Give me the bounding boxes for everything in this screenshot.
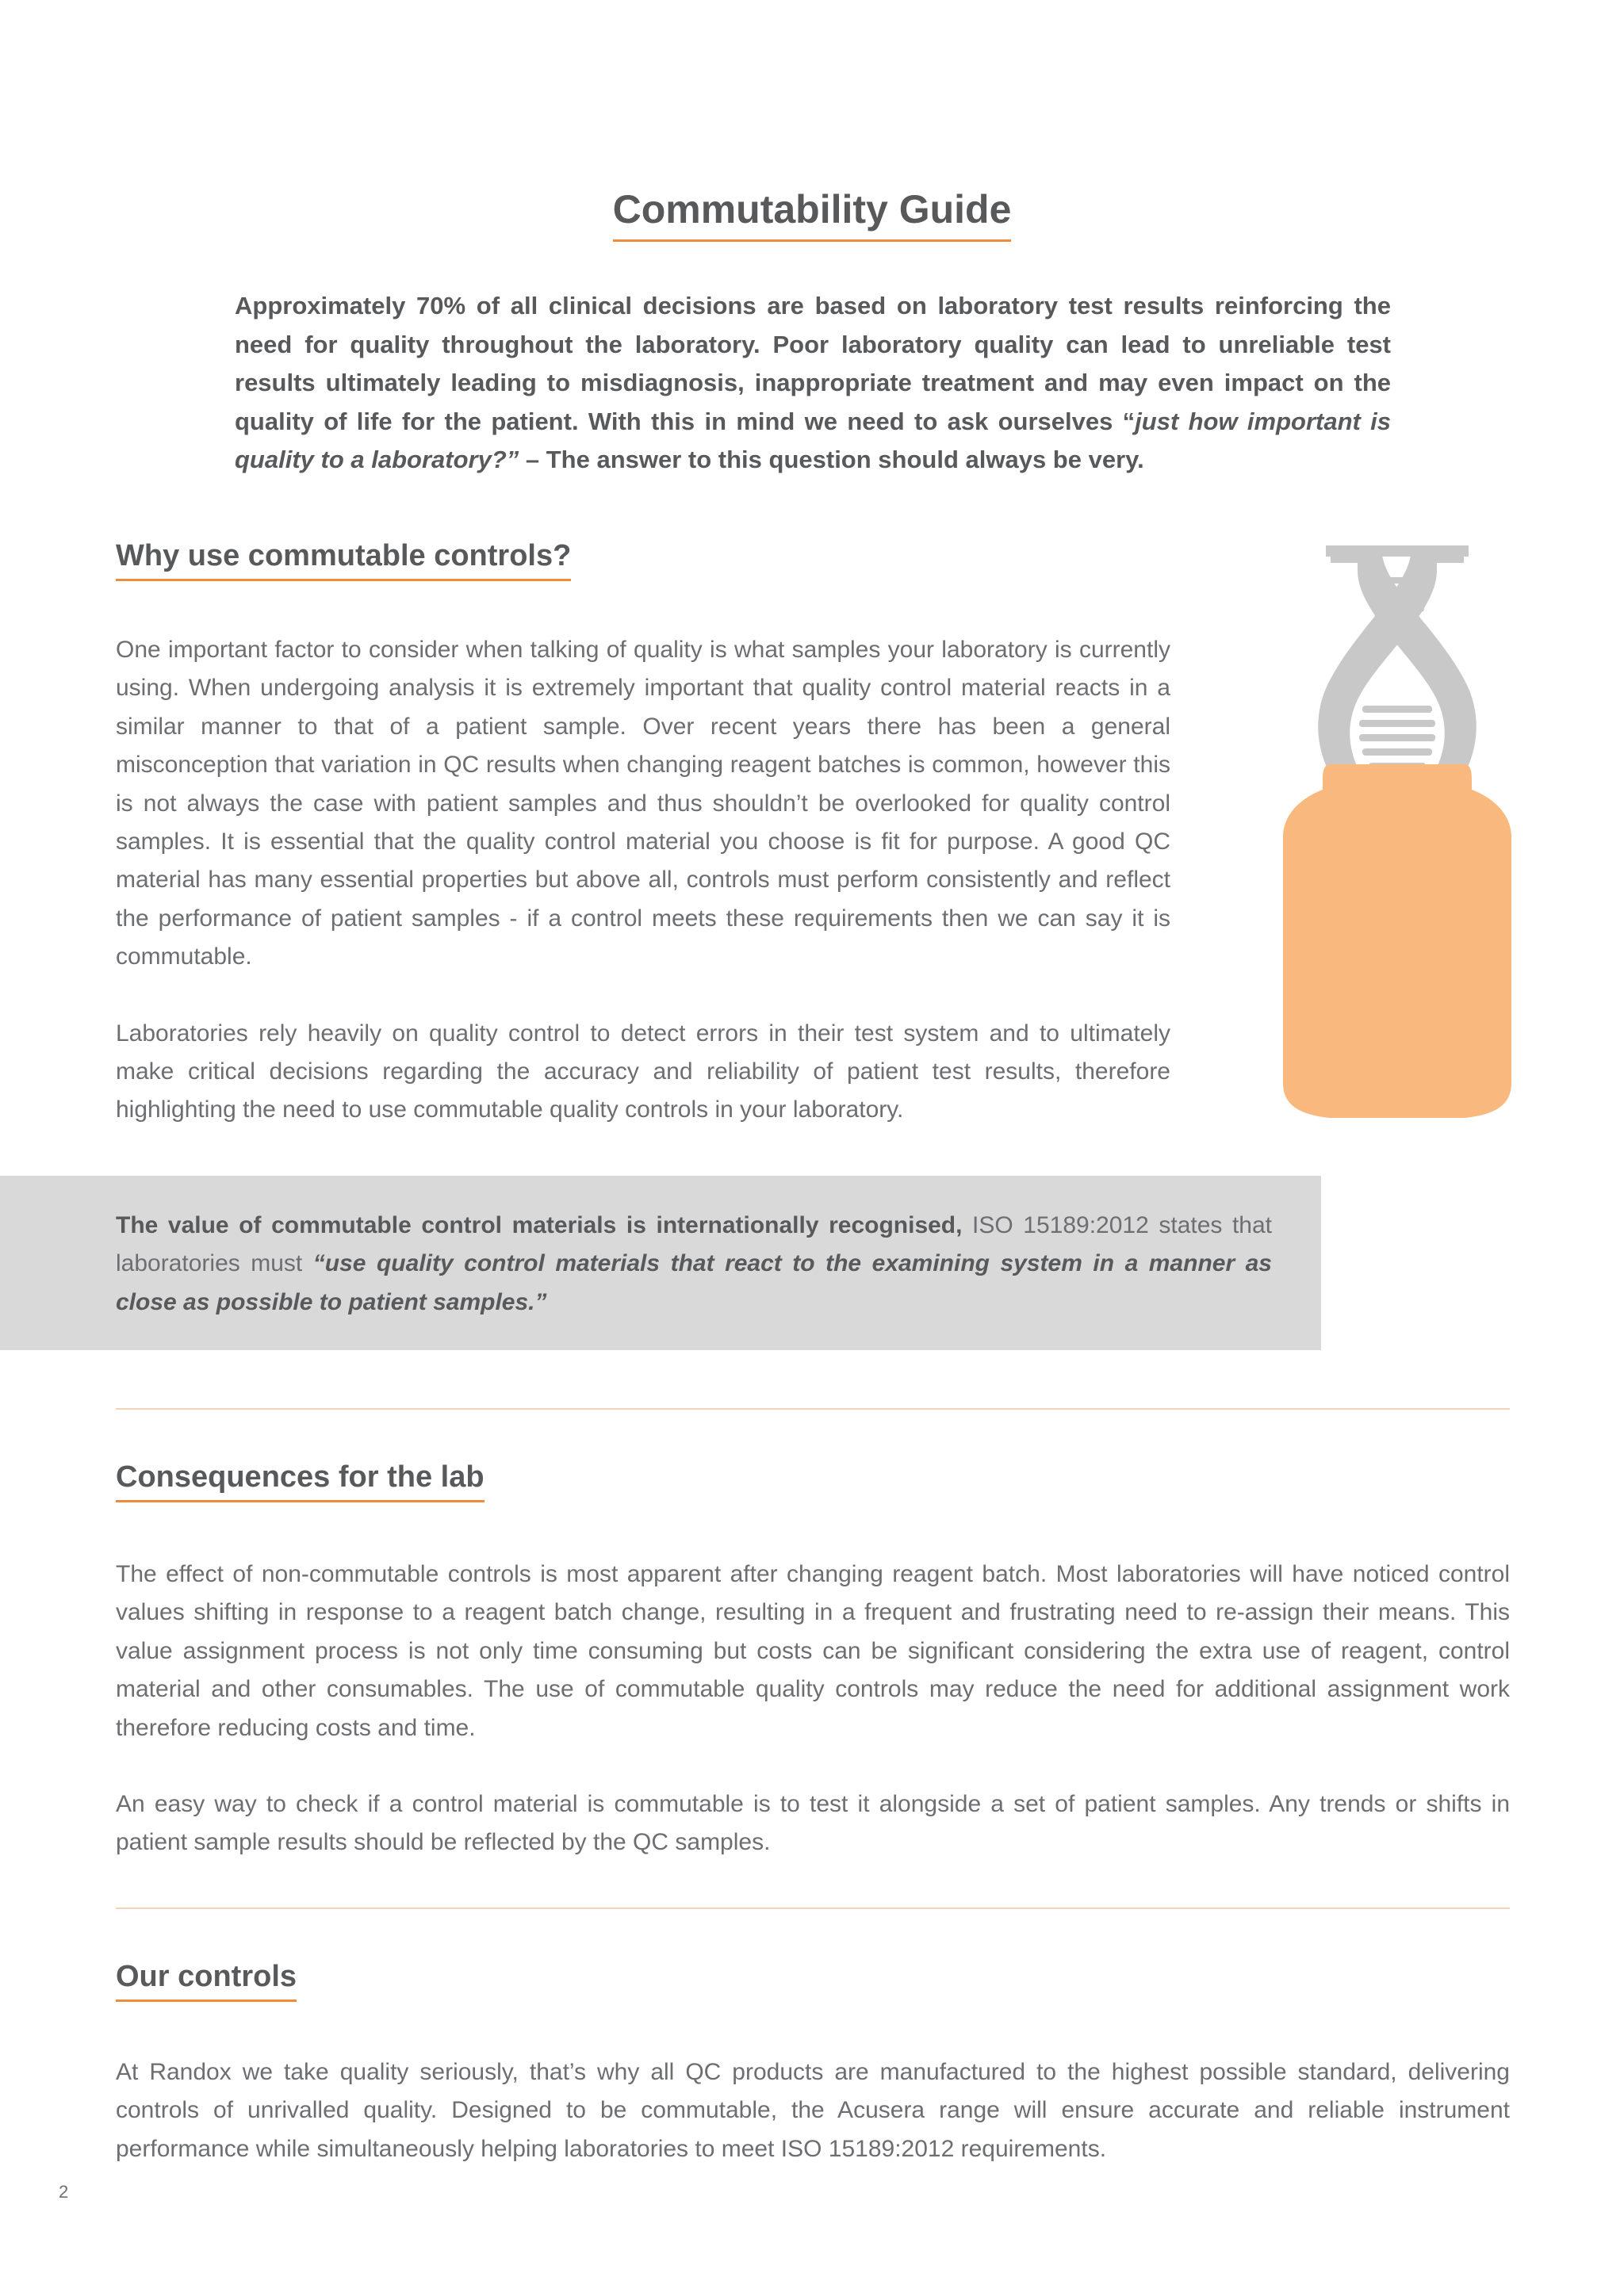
paragraph: Laboratories rely heavily on quality control to detect errors in their test system and to ultimately make critical decisions regarding the accuracy and reliability of patient test results, therefore highlighting the need to use commutable quality controls in your laboratory. xyxy=(116,1020,1170,1123)
dna-bottle-icon xyxy=(1278,539,1516,1123)
heading-our-controls: Our controls xyxy=(116,1957,297,2002)
paragraph: An easy way to check if a control material is commutable is to test it alongside a set of patient samples. Any trends or shifts in patient sample results should be reflected by the QC samples. xyxy=(116,1791,1510,1856)
quote-italic: “use quality control materials that react to the examining system in a manner as close as possible to patient samples.” xyxy=(116,1250,1272,1315)
paragraph: One important factor to consider when talking of quality is what samples your laboratory is currently using. When undergoing analysis it is extremely important that quality control material reacts in a similar manner to that of a patient sample. Over recent years there has been a general misconception that variation in QC results when changing reagent batches is common, however this is not always the case with patient samples and thus shouldn’t be overlooked for quality control samples. It is essential that the quality control material you choose is fit for purpose. A good QC material has many essential properties but above all, controls must perform consistently and reflect the performance of patient samples - if a control meets these requirements then we can say it is commutable. xyxy=(116,637,1170,970)
section-consequences-body xyxy=(116,1556,1510,1862)
paragraph: At Randox we take quality seriously, that’s why all QC products are manufactured to the highest possible standard, delivering controls of unrivalled quality. Designed to be commutable, the Acusera range will ensure accurate and reliable instrument performance while simultaneously helping laboratories to meet ISO 15189:2012 requirements. xyxy=(116,2059,1510,2162)
intro-answer: – The answer to this question should always be very. xyxy=(519,446,1144,473)
paragraph: The effect of non-commutable controls is most apparent after changing reagent batch. Most laboratories will have noticed control values shifting in response to a reagent batch change, resulting in a frequent and frustrating need to re-assign their means. This value assignment process is not only time consuming but costs can be significant considering the extra use of reagent, control material and other consumables. The use of commutable quality controls may reduce the need for additional assignment work therefore reducing costs and time. xyxy=(116,1561,1510,1741)
section-why-commutable-body xyxy=(116,631,1170,1130)
bottle-icon xyxy=(1283,764,1511,1118)
page-title-wrapper xyxy=(0,184,1624,242)
page-title: Commutability Guide xyxy=(613,184,1012,242)
heading-consequences: Consequences for the lab xyxy=(116,1457,485,1502)
intro-paragraph xyxy=(235,287,1391,480)
intro-text: Approximately 70% of all clinical decisions are based on laboratory test results reinforcing the need for quality throughout the laboratory. Poor laboratory quality can lead to unreliable test results ultimately leading to misdiagnosis, inappropriate treatment and may even impact on the quality of life for the patient. With this in mind we need to ask ourselves “ xyxy=(235,292,1391,435)
quote-bold: The value of commutable control materials is internationally recognised, xyxy=(116,1212,963,1238)
section-divider xyxy=(116,1908,1510,1909)
dna-helix-icon xyxy=(1318,545,1477,801)
section-divider xyxy=(116,1408,1510,1410)
page-number: 2 xyxy=(59,2182,69,2202)
intro-italic-question: just how important is quality to a laboratory?” xyxy=(235,407,1391,473)
quote-normal: ISO 15189:2012 states that laboratories must xyxy=(116,1212,1272,1277)
quote-callout-text xyxy=(116,1207,1272,1322)
section-our-controls-body xyxy=(116,2053,1510,2168)
heading-why-commutable: Why use commutable controls? xyxy=(116,536,571,581)
